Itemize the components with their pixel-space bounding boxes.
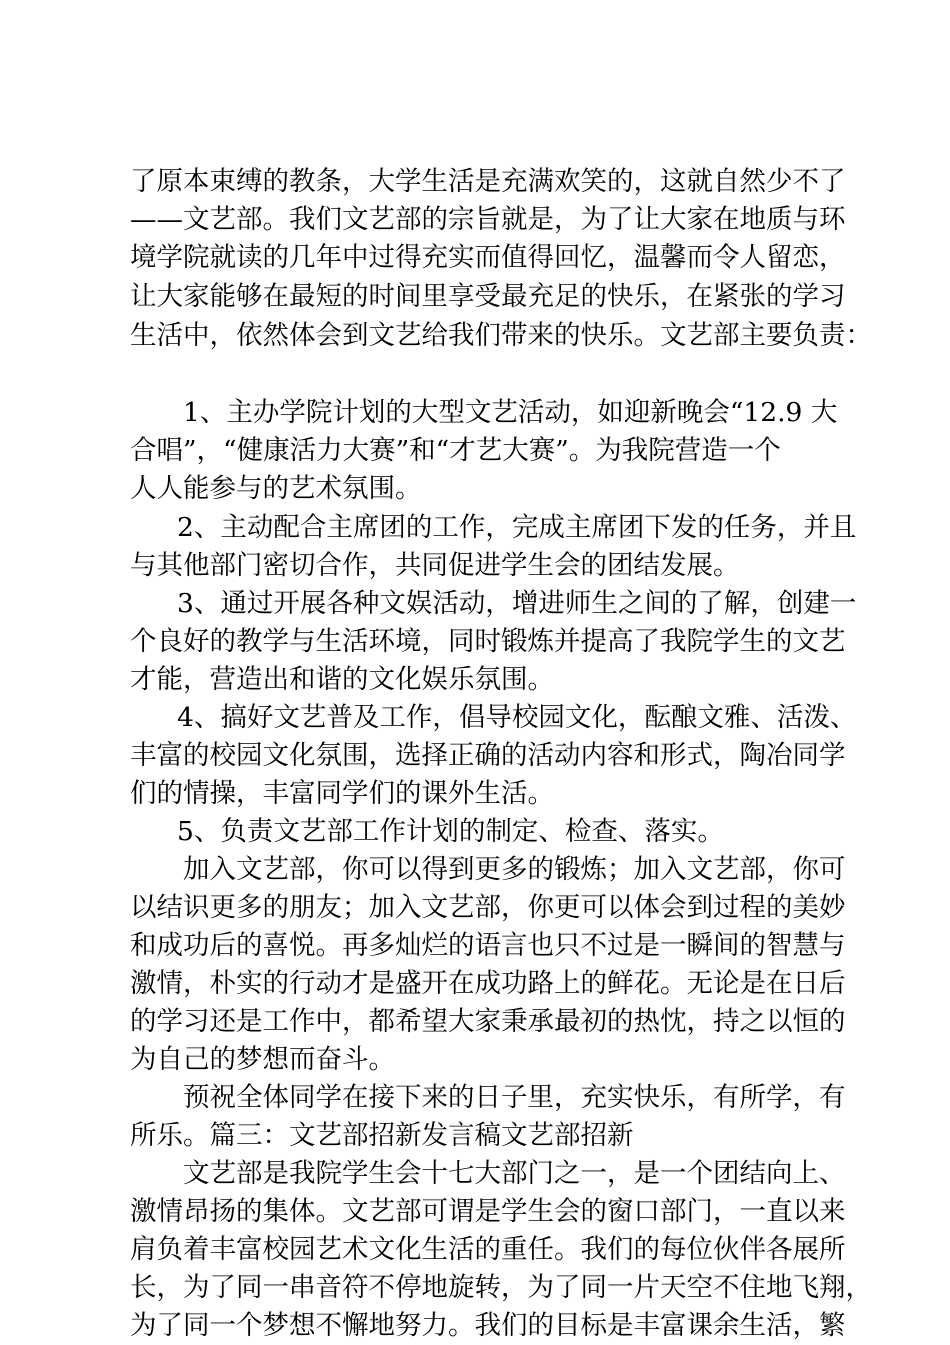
text-line: 生活中，依然体会到文艺给我们带来的快乐。文艺部主要负责： [130, 320, 872, 351]
text-line: 们的情操，丰富同学们的课外生活。 [130, 778, 554, 809]
paragraph-start: 文艺部是我院学生会十七大部门之一，是一个团结向上、 [183, 1158, 846, 1189]
text-line: 和成功后的喜悦。再多灿烂的语言也只不过是一瞬间的智慧与 [130, 930, 846, 961]
paragraph-start: 加入文艺部，你可以得到更多的锻炼；加入文艺部，你可 [183, 854, 846, 885]
text-line: 让大家能够在最短的时间里享受最充足的快乐，在紧张的学习 [130, 281, 846, 312]
list-item-4: 4、搞好文艺普及工作，倡导校园文化，酝酿文雅、活泼、 [177, 702, 857, 733]
text-line: 肩负着丰富校园艺术文化生活的重任。我们的每位伙伴各展所 [130, 1234, 846, 1265]
text-line: 才能，营造出和谐的文化娱乐氛围。 [130, 664, 554, 695]
text-line: 境学院就读的几年中过得充实而值得回忆，温馨而令人留恋， [130, 242, 846, 273]
paragraph-start: 预祝全体同学在接下来的日子里，充实快乐，有所学，有 [183, 1082, 846, 1113]
text-line: 人人能参与的艺术氛围。 [130, 473, 422, 504]
list-item-5: 5、负责文艺部工作计划的制定、检查、落实。 [177, 816, 724, 847]
text-line: 丰富的校园文化氛围，选择正确的活动内容和形式，陶冶同学 [130, 740, 846, 771]
text-line: 长，为了同一串音符不停地旋转，为了同一片天空不住地飞翔， [130, 1272, 872, 1303]
text-line: 与其他部门密切合作，共同促进学生会的团结发展。 [130, 550, 740, 581]
list-item-1: 1、主办学院计划的大型文艺活动，如迎新晚会“12.9 大 [183, 397, 838, 428]
text-line: 了原本束缚的教条，大学生活是充满欢笑的，这就自然少不了 [130, 166, 846, 197]
text-line: ——文艺部。我们文艺部的宗旨就是，为了让大家在地质与环 [130, 204, 846, 235]
list-item-2: 2、主动配合主席团的工作，完成主席团下发的任务，并且 [177, 512, 857, 543]
list-item-3: 3、通过开展各种文娱活动，增进师生之间的了解，创建一 [177, 588, 857, 619]
text-line: 个良好的教学与生活环境，同时锻炼并提高了我院学生的文艺 [130, 626, 846, 657]
text-line: 合唱”，“健康活力大赛”和“才艺大赛”。为我院营造一个 [130, 435, 781, 466]
text-line: 激情昂扬的集体。文艺部可谓是学生会的窗口部门，一直以来 [130, 1196, 846, 1227]
text-line: 所乐。篇三：文艺部招新发言稿文艺部招新 [130, 1120, 634, 1151]
text-line: 以结识更多的朋友；加入文艺部，你更可以体会到过程的美妙 [130, 892, 846, 923]
text-line: 的学习还是工作中，都希望大家秉承最初的热忱，持之以恒的 [130, 1006, 846, 1037]
text-line: 为自己的梦想而奋斗。 [130, 1044, 395, 1075]
text-line: 为了同一个梦想不懈地努力。我们的目标是丰富课余生活，繁 [130, 1310, 846, 1341]
text-line: 激情，朴实的行动才是盛开在成功路上的鲜花。无论是在日后 [130, 968, 846, 999]
